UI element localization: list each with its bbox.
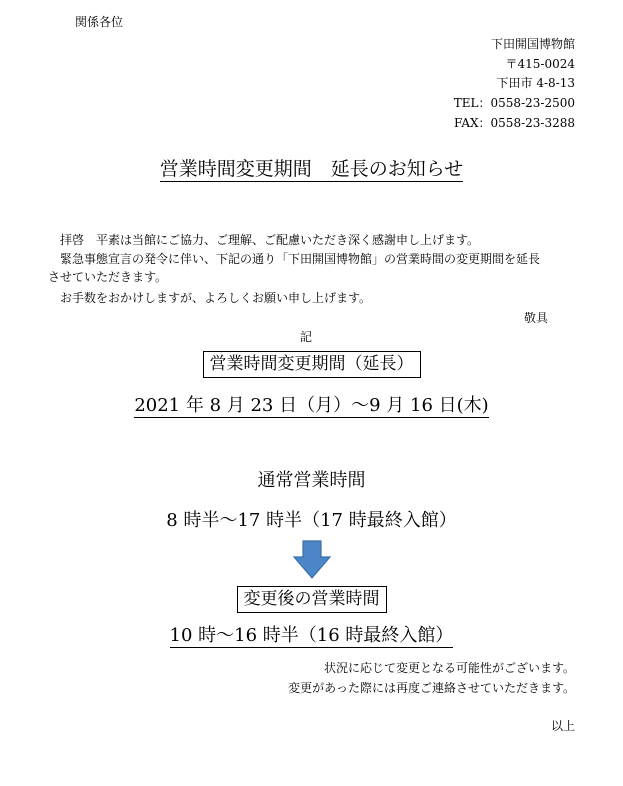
period-heading-wrap xyxy=(0,351,623,378)
body-line-4: お手数をおかけしますが、よろしくお願い申し上げます。 xyxy=(60,291,372,305)
body-line-2: 緊急事態宣言の発令に伴い、下記の通り「下田開国博物館」の営業時間の変更期間を延長 xyxy=(60,252,541,266)
body-line-3: させていただきます。 xyxy=(48,270,168,284)
sender-fax: FAX：0558-23-3288 xyxy=(454,116,575,130)
addressee: 関係各位 xyxy=(75,15,124,29)
changed-hours-wrap xyxy=(0,624,623,648)
end-ijou: 以上 xyxy=(550,719,575,733)
period-dates-wrap xyxy=(0,394,623,418)
closing-keigu: 敬具 xyxy=(524,311,549,325)
sender-tel: TEL：0558-23-2500 xyxy=(453,96,575,110)
arrow-down-icon xyxy=(292,540,332,580)
period-heading: 営業時間変更期間（延長） xyxy=(203,351,421,378)
sender-address: 下田市 4-8-13 xyxy=(496,76,575,90)
changed-heading: 変更後の営業時間 xyxy=(237,586,387,613)
changed-heading-wrap xyxy=(0,586,623,613)
sender-postal: 〒415-0024 xyxy=(505,57,575,71)
normal-hours: 8 時半～17 時半（17 時最終入館） xyxy=(166,510,457,531)
changed-hours: 10 時～16 時半（16 時最終入館） xyxy=(169,625,454,646)
document-title xyxy=(0,156,623,182)
normal-heading: 通常営業時間 xyxy=(257,470,366,491)
body-line-1: 拝啓 平素は当館にご協力、ご理解、ご配慮いただき深く感謝申し上げます。 xyxy=(60,233,480,247)
note-1: 状況に応じて変更となる可能性がございます。 xyxy=(323,661,575,675)
ki-marker: 記 xyxy=(300,330,313,344)
document-title-text: 営業時間変更期間 延長のお知らせ xyxy=(159,158,464,180)
period-dates: 2021 年 8 月 23 日（月）～9 月 16 日(木) xyxy=(134,395,489,416)
sender-name: 下田開国博物館 xyxy=(490,37,575,51)
note-2: 変更があった際には再度ご連絡させていただきます。 xyxy=(288,681,575,695)
